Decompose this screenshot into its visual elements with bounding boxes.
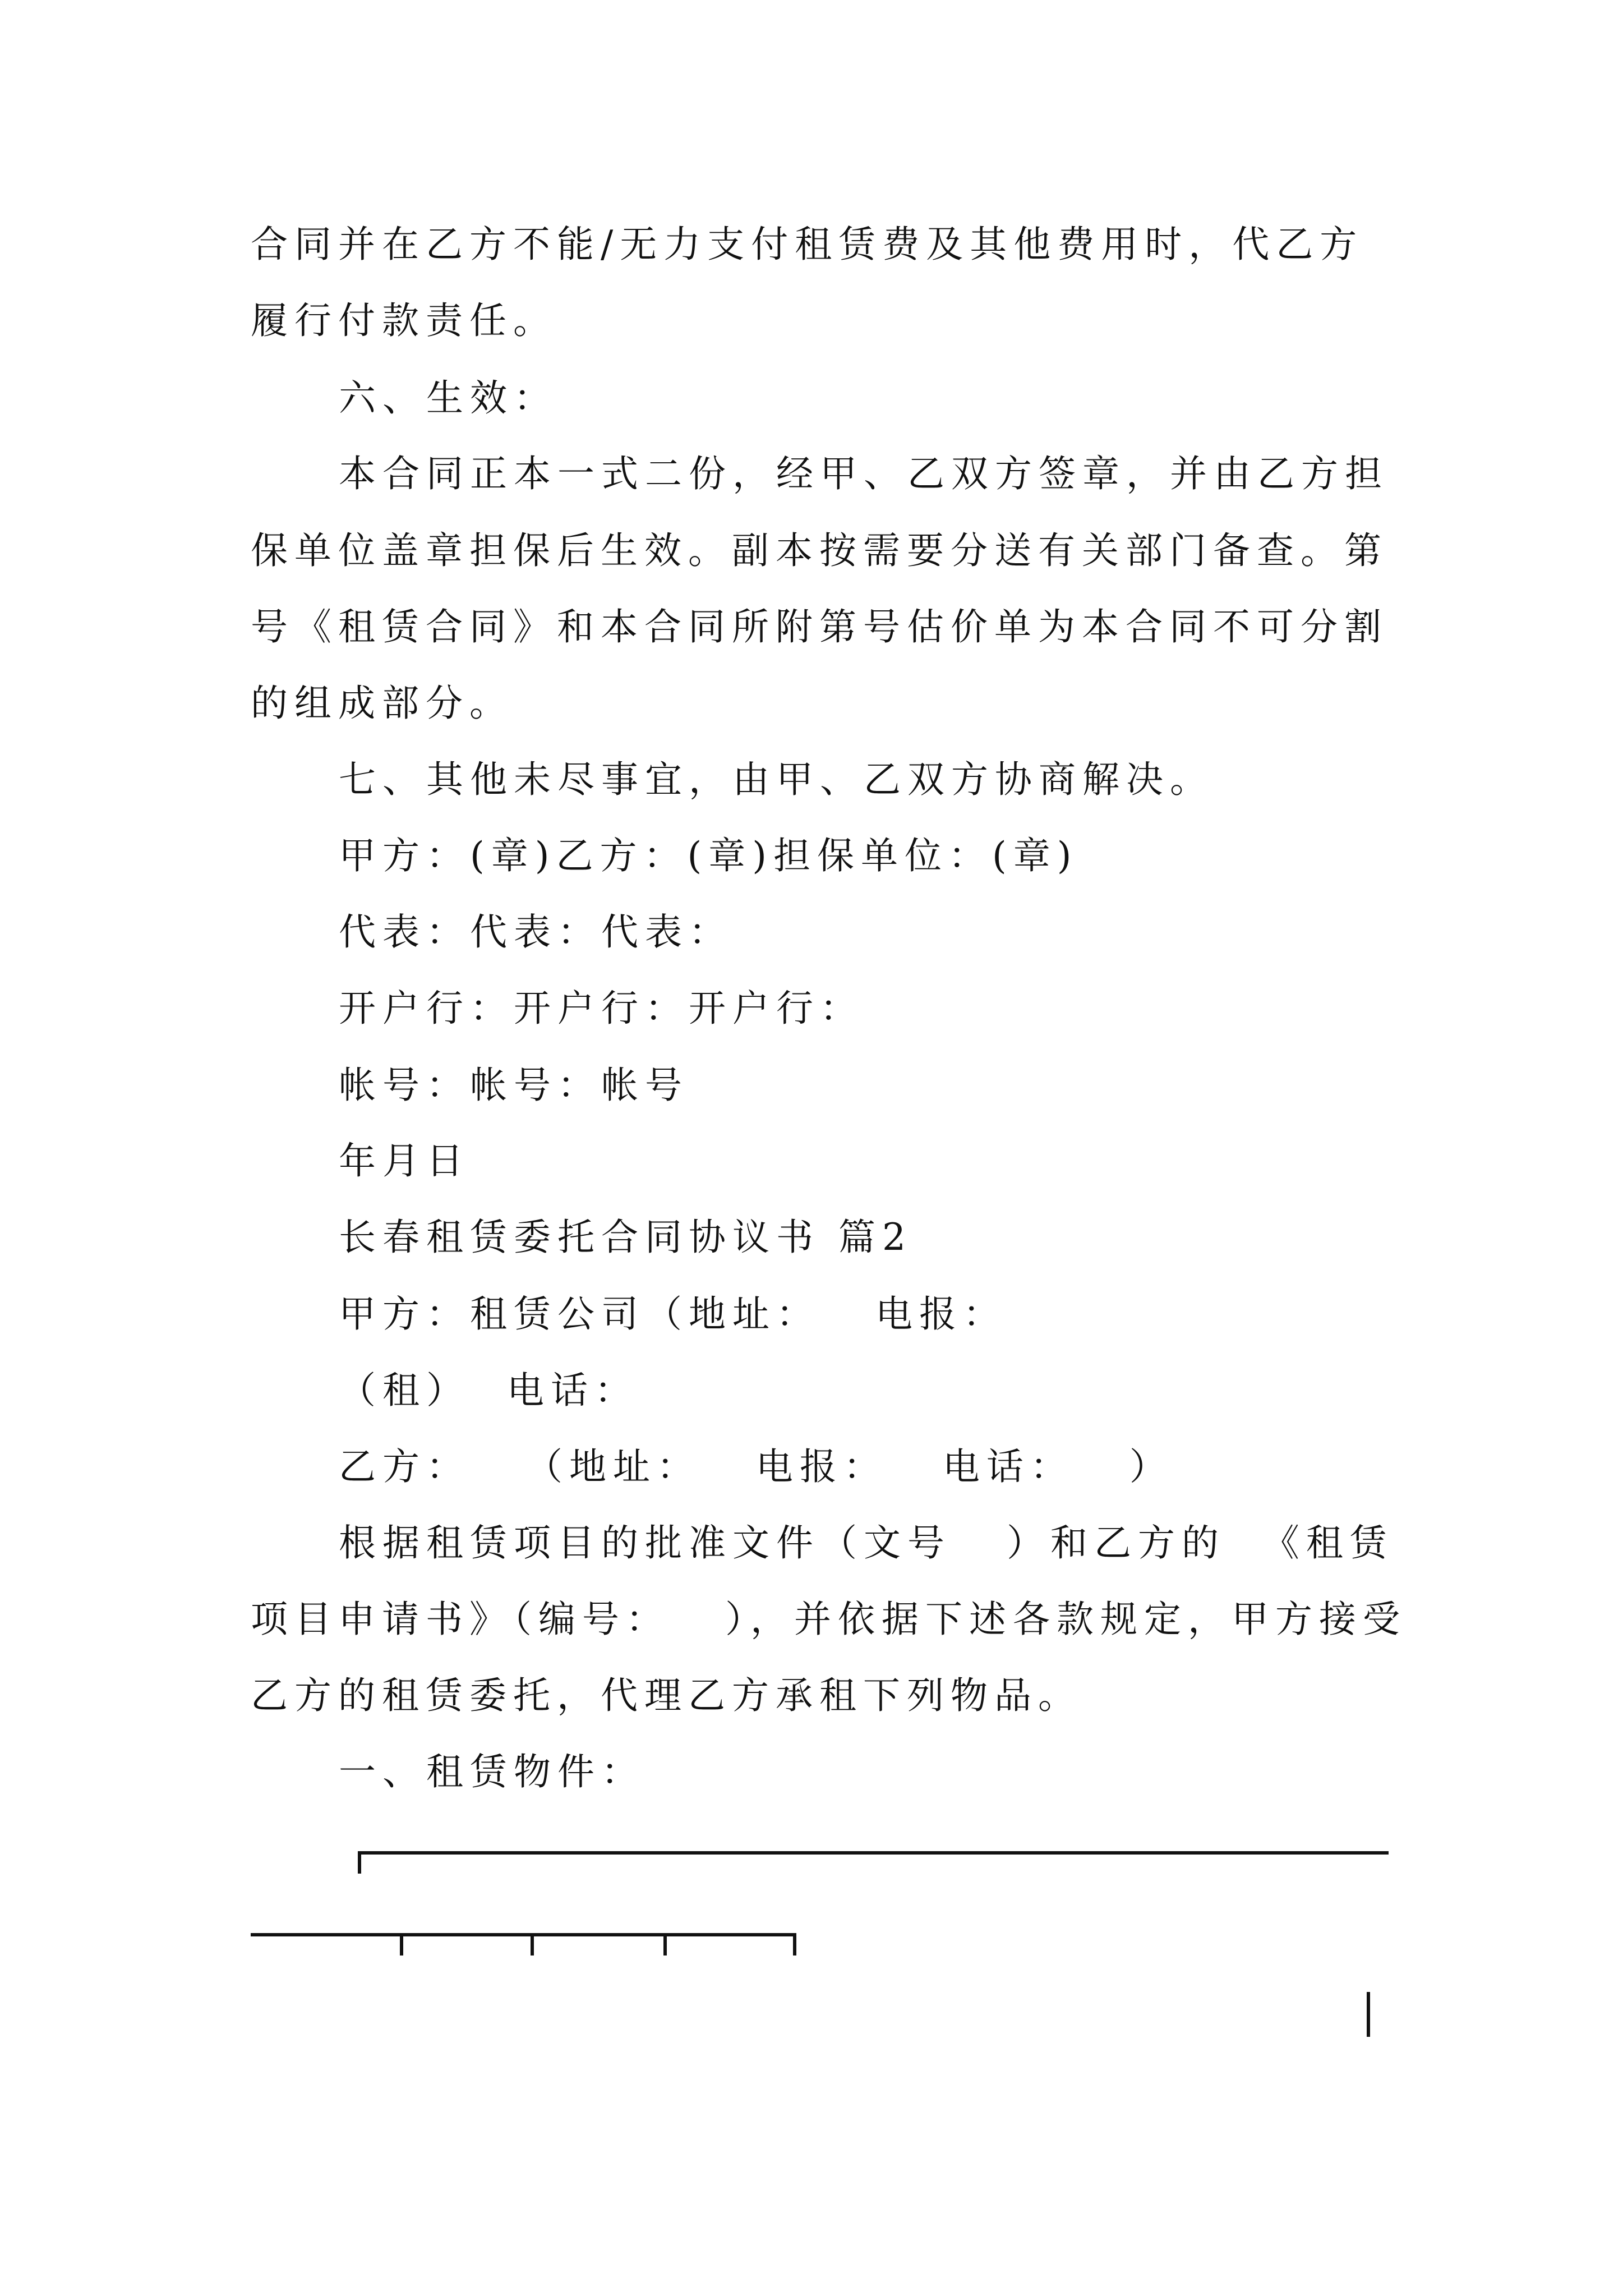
table-column-divider [400, 1933, 403, 1955]
section-title: 长春租赁委托合同协议书 篇2 [339, 1216, 912, 1259]
date-line: 年月日 [339, 1139, 470, 1182]
table-column-divider [663, 1933, 667, 1955]
table-column-divider [793, 1933, 796, 1955]
signature-line: 代表：代表：代表： [339, 910, 732, 954]
text-line: 合同并在乙方不能/无力支付租赁费及其他费用时，代乙方 [251, 223, 1364, 266]
text-line: 乙方： （地址： 电报： 电话： ） [339, 1445, 1173, 1488]
table-column-divider [531, 1933, 534, 1955]
table-row-border [251, 1933, 796, 1936]
section-heading: 六、生效： [339, 376, 557, 420]
text-line: 的组成部分。 [251, 682, 513, 725]
text-line: 乙方的租赁委托，代理乙方承租下列物品。 [251, 1674, 1082, 1717]
text-line: 七、其他未尽事宜，由甲、乙双方协商解决。 [339, 758, 1214, 801]
section-heading: 一、租赁物件： [339, 1750, 645, 1793]
text-line: 根据租赁项目的批准文件（文号 ）和乙方的 《租赁 [339, 1521, 1394, 1565]
table-top-border [358, 1851, 1389, 1855]
table-side-border [1367, 1992, 1370, 2037]
signature-line: 帐号：帐号：帐号 [339, 1064, 689, 1107]
text-line: 履行付款责任。 [251, 299, 557, 342]
signature-line: 开户行：开户行：开户行： [339, 987, 864, 1030]
table-corner-line [358, 1851, 361, 1874]
text-line: 项目申请书》（编号： ），并依据下述各款规定，甲方接受 [251, 1598, 1407, 1641]
text-line: 本合同正本一式二份，经甲、乙双方签章，并由乙方担 [339, 452, 1389, 495]
text-line: （租） 电话： [339, 1369, 638, 1412]
text-line: 甲方：租赁公司（地址： 电报： [339, 1292, 1007, 1336]
text-line: 号《租赁合同》和本合同所附第号估价单为本合同不可分割 [251, 605, 1388, 648]
text-line: 保单位盖章担保后生效。副本按需要分送有关部门备查。第 [251, 529, 1388, 572]
signature-line: 甲方：(章)乙方：(章)担保单位：(章) [339, 834, 1078, 877]
